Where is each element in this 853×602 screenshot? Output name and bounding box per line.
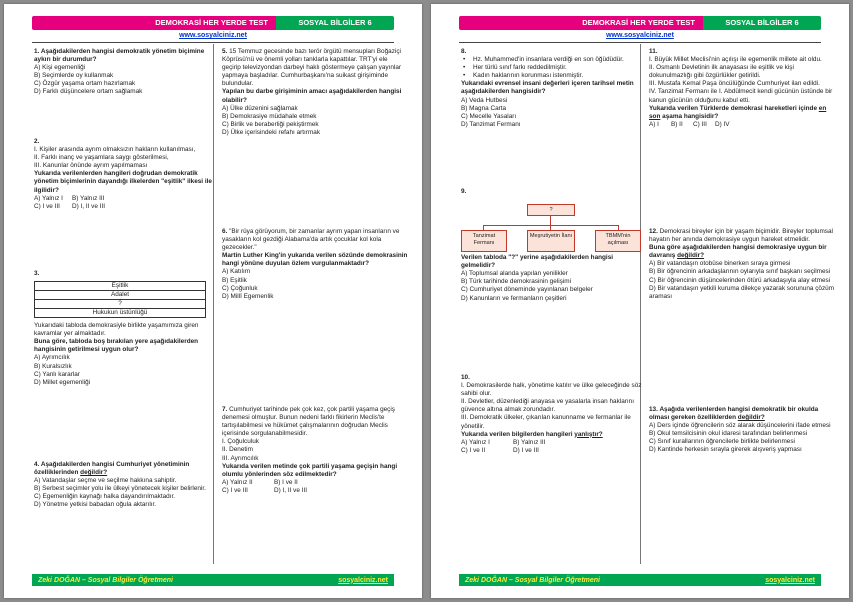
option-c[interactable]: C) Cumhuriyet döneminde yayınlanan belgeler xyxy=(461,286,593,294)
question-5 xyxy=(222,48,408,137)
statement-3: III. Kanunlar önünde ayrım yapılmaması xyxy=(34,162,148,170)
question-number: 7. xyxy=(222,406,228,413)
bullet-item: • Hz. Muhammed'in insanlara verdiği en son öğüdüdür. xyxy=(461,56,647,64)
bullet-item: • Kadın haklarının korunması istenmiştir. xyxy=(461,72,647,80)
option-c[interactable]: C) Yanlı kararlar xyxy=(34,370,80,378)
question-number: 12. xyxy=(649,228,658,235)
option-a[interactable]: A) Ders içinde öğrencilerin söz alarak düşüncelerini ifade etmesi xyxy=(649,422,831,430)
statement-2: II. Denetim xyxy=(222,446,253,454)
option-b[interactable]: B) Eşitlik xyxy=(222,276,247,284)
option-a[interactable]: A) Veda Hutbesi xyxy=(461,96,508,104)
option-d[interactable]: D) Kantinde herkesin sırayla girerek alışveriş yapması xyxy=(649,446,802,454)
question-12 xyxy=(649,228,835,301)
option-a[interactable]: A) I xyxy=(649,120,659,128)
question-stem-underlined: değildir? xyxy=(677,252,705,260)
statement-3: III. Demokratik ülkeler, çıkarılan kanunname ve fermanlar ile yönetilir. xyxy=(461,414,631,430)
question-stem: Yukarıdaki evrensel insani değerleri içeren tarihsel metin aşağıdakilerden hangisidir? xyxy=(461,80,634,96)
option-a[interactable]: A) Toplumsal alanda yapılan yenilikler xyxy=(461,270,568,278)
table-cell: Adalet xyxy=(35,291,206,300)
question-2 xyxy=(34,138,220,211)
question-stem: Yapılan bu darbe girişiminin amacı aşağıdakilerden hangisi olabilir? xyxy=(222,88,402,104)
question-8 xyxy=(461,48,647,129)
question-stem: Verilen tabloda "?" yerine aşağıdakilerden hangisi gelmelidir? xyxy=(461,254,614,270)
subject-label: SOSYAL BİLGİLER 6 xyxy=(703,16,821,30)
table-cell: Eşitlik xyxy=(35,282,206,291)
question-number: 9. xyxy=(461,188,467,195)
diagram-box-tanzimat: Tanzimat Fermanı xyxy=(461,230,507,252)
option-c[interactable]: C) I ve II xyxy=(461,446,486,454)
test-title: DEMOKRASİ HER YERDE TEST xyxy=(459,16,703,30)
option-b[interactable]: B) Yalnız III xyxy=(72,194,105,202)
question-number: 2. xyxy=(34,138,40,145)
concept-table xyxy=(34,281,206,318)
option-d[interactable]: D) Millî Egemenlik xyxy=(222,292,274,300)
option-b[interactable]: B) Kuralsızlık xyxy=(34,362,72,370)
question-stem: Buna göre aşağıdakilerden hangisi demokrasiye uygun bir davranış xyxy=(649,244,827,260)
footer-author: Zeki DOĞAN – Sosyal Bilgiler Öğretmeni xyxy=(38,576,173,584)
question-stem: Aşağıda verilenlerden hangisi demokratik bir okulda olması gereken özelliklerden xyxy=(649,406,819,422)
site-link-top[interactable]: www.sosyalciniz.net xyxy=(179,32,247,39)
option-a[interactable]: A) Ülke düzenini sağlamak xyxy=(222,104,298,112)
footer-bar xyxy=(32,574,394,586)
question-number: 5. xyxy=(222,48,228,55)
question-stem: Yukarıda verilen metinde çok partili yaşama geçişin hangi olumlu yönlerinden söz edilmektedir? xyxy=(222,462,398,478)
statement-1: I. Çoğulculuk xyxy=(222,438,259,446)
option-b[interactable]: B) Yalnız III xyxy=(513,438,546,446)
question-number: 6. xyxy=(222,228,228,235)
test-title: DEMOKRASİ HER YERDE TEST xyxy=(32,16,276,30)
question-number: 1. xyxy=(34,48,40,55)
diagram-box-tbmm: TBMM'nin açılması xyxy=(595,230,641,252)
option-d[interactable]: D) I ve III xyxy=(513,446,539,454)
option-c[interactable]: C) Birlik ve beraberliği pekiştirmek xyxy=(222,120,319,128)
question-number: 10. xyxy=(461,374,470,381)
page-right xyxy=(431,4,849,598)
table-cell: ? xyxy=(35,300,206,309)
question-stem-underlined: değildir? xyxy=(80,469,108,477)
option-b[interactable]: B) Bir öğrencinin arkadaşlarının oylarıyla sınıf başkanı seçilmesi xyxy=(649,268,831,276)
diagram-box-mesrutiyet: Meşrutiyetin İlanı xyxy=(527,230,575,252)
option-d[interactable]: D) Tanzimat Fermanı xyxy=(461,120,521,128)
question-stem: Aşağıdakilerden hangisi demokratik yönetim biçimine aykırı bir durumdur? xyxy=(34,48,205,64)
question-4 xyxy=(34,461,220,510)
option-a[interactable]: A) Ayrımcılık xyxy=(34,354,70,362)
option-d[interactable]: D) Millet egemenliği xyxy=(34,378,91,386)
option-c[interactable]: C) Egemenliğin kaynağı halka dayandırılmaktadır. xyxy=(34,493,176,501)
option-d[interactable]: D) IV xyxy=(715,120,730,128)
diagram-connector xyxy=(483,225,619,226)
question-stem-underlined: en son xyxy=(649,104,827,120)
question-stem-underlined: yanlıştır? xyxy=(574,430,603,438)
option-d[interactable]: D) Bir vatandaşın yetkili kuruma dilekçe yazarak sorununa çözüm araması xyxy=(649,284,835,300)
option-b[interactable]: B) Türk tarihinde demokrasinin gelişimi xyxy=(461,278,571,286)
option-d[interactable]: D) Ülke içerisindeki refahı artırmak xyxy=(222,128,321,136)
question-11 xyxy=(649,48,835,129)
question-1 xyxy=(34,48,220,97)
page-left xyxy=(4,4,422,598)
option-c[interactable]: C) III xyxy=(693,120,707,128)
question-number: 4. xyxy=(34,461,40,468)
footer-site-link[interactable]: sosyalciniz.net xyxy=(338,576,388,584)
statement-2: II. Farklı inanç ve yaşamlara saygı gösterilmesi, xyxy=(34,154,169,162)
question-number: 11. xyxy=(649,48,658,55)
option-d[interactable]: D) Farklı düşüncelere ortam sağlamak xyxy=(34,88,143,96)
option-c[interactable]: C) Çoğunluk xyxy=(222,284,258,292)
question-6 xyxy=(222,228,408,301)
diagram-top-box: ? xyxy=(527,204,575,216)
header-bar xyxy=(32,16,394,30)
concept-diagram xyxy=(461,198,641,254)
option-c[interactable]: C) I ve III xyxy=(222,486,248,494)
bullet-item: • Her türlü sınıf farkı reddedilmiştir. xyxy=(461,64,647,72)
statement-1: I. Demokrasilerde halk, yönetime katılır ve ülke geleceğinde söz sahibi olur. xyxy=(461,382,642,398)
option-b[interactable]: B) Magna Carta xyxy=(461,104,507,112)
question-number: 8. xyxy=(461,48,467,55)
subject-label: SOSYAL BİLGİLER 6 xyxy=(276,16,394,30)
header-bar xyxy=(459,16,821,30)
option-d[interactable]: D) I, II ve III xyxy=(274,486,308,494)
option-d[interactable]: D) Kanunların ve fermanların çeşitleri xyxy=(461,294,567,302)
statement-3: III. Mustafa Kemal Paşa öncülüğünde Cumhuriyet ilan edildi. xyxy=(649,80,820,88)
question-13 xyxy=(649,406,835,455)
option-c[interactable]: C) Mecelle Yasaları xyxy=(461,112,517,120)
option-a[interactable]: A) Vatandaşlar seçme ve seçilme hakkına sahiptir. xyxy=(34,477,177,485)
question-9 xyxy=(461,188,647,303)
option-a[interactable]: A) Katılım xyxy=(222,268,251,276)
option-b[interactable]: B) Serbest seçimler yolu ile ülkeyi yönetecek kişiler belirlenir. xyxy=(34,485,206,493)
statement-4: IV. Tanzimat Fermanı ile I. Abdülmecit kendi gücünün üstünde bir kanun gücünün olduğunu kabul etti. xyxy=(649,88,833,104)
option-b[interactable]: B) I ve II xyxy=(274,478,298,486)
question-text: Yukarıdaki tabloda demokrasiyle birlikte yaşamımıza giren kavramlar yer almaktadır. xyxy=(34,322,199,338)
question-stem: Yukarıda verilen Türklerde demokrasi hareketleri içinde xyxy=(649,104,819,112)
option-b[interactable]: B) II xyxy=(671,120,683,128)
question-text: "Bir rüya görüyorum, bir zamanlar ayrım yapan insanların ve yasakların kol gezdiği Alabama'da artık çocuklar kol kola gezecekler." xyxy=(222,228,400,252)
option-c[interactable]: C) Özgür yaşama ortam hazırlamak xyxy=(34,80,136,88)
option-a[interactable]: A) Yalnız I xyxy=(34,194,63,202)
statement-3: III. Ayrımcılık xyxy=(222,454,259,462)
footer-bar xyxy=(459,574,821,586)
question-stem: Buna göre, tabloda boş bırakılan yere aşağıdakilerden hangisinin getirilmesi uygun olur? xyxy=(34,338,199,354)
header-rule xyxy=(32,42,394,43)
option-a[interactable]: A) Yalnız II xyxy=(222,478,253,486)
option-c[interactable]: C) Bir öğrencinin düşüncelerinden ötürü arkadaşıyla alay etmesi xyxy=(649,276,831,284)
option-b[interactable]: B) Seçimlerde oy kullanmak xyxy=(34,72,114,80)
question-3 xyxy=(34,270,220,387)
statement-1: I. Kişiler arasında ayrım olmaksızın hakların kullanılması, xyxy=(34,146,196,154)
question-10 xyxy=(461,374,647,455)
option-a[interactable]: A) Kişi egemenliği xyxy=(34,64,86,72)
question-stem-end: aşama hangisidir? xyxy=(660,112,719,120)
question-stem: Aşağıdakilerden hangisi Cumhuriyet yönetiminin özelliklerinden xyxy=(34,461,190,477)
question-stem: Yukarıda verilen bilgilerden hangileri xyxy=(461,430,575,438)
question-stem: Yukarıda verilenlerden hangileri doğrudan demokratik yönetim biçimlerinin dayandığı ilkelerden "eşitlik" ilkesi ile ilgilidir? xyxy=(34,170,212,194)
statement-1: I. Büyük Millet Meclisi'nin açılışı ile egemenlik millete ait oldu. xyxy=(649,56,822,64)
option-c[interactable]: C) Sınıf kurallarının öğrencilerle birlikte belirlenmesi xyxy=(649,438,795,446)
option-d[interactable]: D) I, II ve III xyxy=(72,202,106,210)
option-b[interactable]: B) Okul temsilcisinin okul idaresi tarafından belirlenmesi xyxy=(649,430,808,438)
question-stem: Martin Luther King'in yukarıda verilen sözünde demokrasinin hangi yönüne duyulan özlem vurgulanmaktadır? xyxy=(222,252,408,268)
statement-2: II. Devletler, düzenlediği anayasa ve yasalarla insan haklarını güvence altına almak zorundadır. xyxy=(461,398,635,414)
footer-site-link[interactable]: sosyalciniz.net xyxy=(765,576,815,584)
question-7 xyxy=(222,406,408,495)
question-text: Cumhuriyet tarihinde pek çok kez, çok partili yaşama geçiş denemesi olmuştur. Bunun nedeni farklı fikirlerin Meclis'te tartışılabilmesi ve hükümet çalışmalarının doğrudan Meclis içerisinde sorgulanabilmesidir. xyxy=(222,406,395,438)
question-stem-underlined: değildir? xyxy=(737,414,765,422)
question-number: 3. xyxy=(34,270,40,277)
diagram-connector xyxy=(550,216,551,225)
footer-author: Zeki DOĞAN – Sosyal Bilgiler Öğretmeni xyxy=(465,576,600,584)
option-a[interactable]: A) Bir vatandaşın otobüse binerken sıraya girmesi xyxy=(649,260,791,268)
question-text: 15 Temmuz gecesinde bazı terör örgütü mensupları Boğaziçi Köprüsü'nü ve önemli yolları tanklarla kapattılar. TRT'yi ele geçirip televizyondan darbeyi haklı göstermeye çalışan yayınlar yapmaya başladılar. Cumhurbaşkanı'na suikast girişiminde bulundular. xyxy=(222,48,402,88)
statement-2: II. Osmanlı Devletinin ilk anayasası ile eşitlik ve kişi dokunulmazlığı gibi özgürlükler getirildi. xyxy=(649,64,794,80)
question-number: 13. xyxy=(649,406,658,413)
table-cell: Hukukun üstünlüğü xyxy=(35,309,206,318)
option-d[interactable]: D) Yönetme yetkisi babadan oğula aktarılır. xyxy=(34,501,157,509)
question-text: Demokrasi bireyler için bir yaşam biçimidir. Bireyler toplumsal hayatın her anında demokrasiye uygun hareket etmelidir. xyxy=(649,228,833,244)
option-c[interactable]: C) I ve III xyxy=(34,202,60,210)
option-a[interactable]: A) Yalnız I xyxy=(461,438,490,446)
option-b[interactable]: B) Demokrasiye müdahale etmek xyxy=(222,112,317,120)
site-link-top[interactable]: www.sosyalciniz.net xyxy=(606,32,674,39)
header-rule xyxy=(459,42,821,43)
